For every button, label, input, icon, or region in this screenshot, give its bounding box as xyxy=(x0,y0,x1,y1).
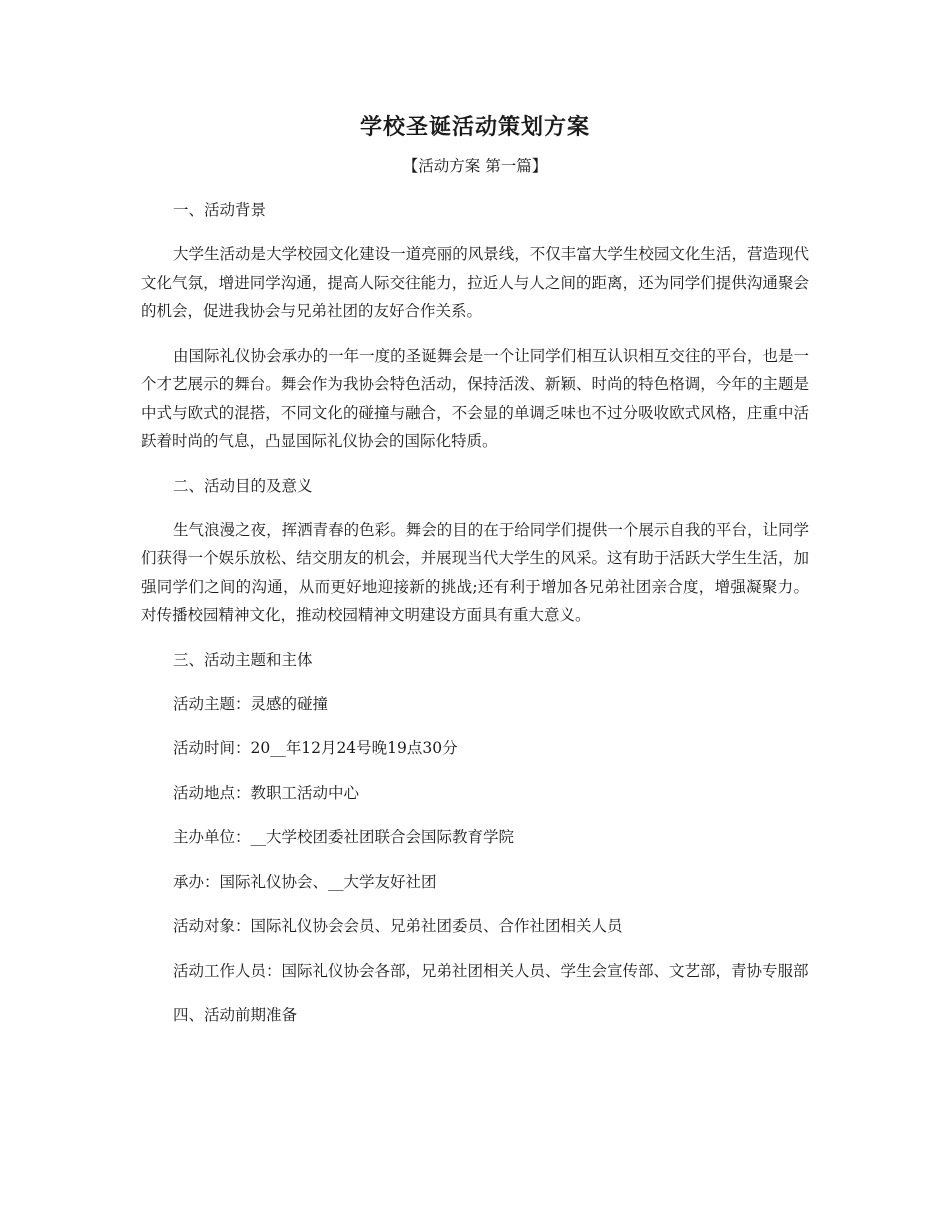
paragraph: 由国际礼仪协会承办的一年一度的圣诞舞会是一个让同学们相互认识相互交往的平台，也是一个才艺展示的舞台。舞会作为我协会特色活动，保持活泼、新颖、时尚的特色格调，今年的主题是中式与欧式的混搭，不同文化的碰撞与融合，不会显的单调乏味也不过分吸收欧式风格，庄重中活跃着时尚的气息，凸显国际礼仪协会的国际化特质。 xyxy=(141,346,809,450)
section-heading-theme: 三、活动主题和主体 xyxy=(173,650,313,669)
document-subtitle: 【活动方案 第一篇】 xyxy=(402,157,548,175)
list-item-host: 承办：国际礼仪协会、__大学友好社团 xyxy=(173,872,437,891)
list-item-organizer: 主办单位：__大学校团委社团联合会国际教育学院 xyxy=(173,828,515,846)
section-heading-background: 一、活动背景 xyxy=(173,201,267,219)
document-title: 学校圣诞活动策划方案 xyxy=(359,115,590,140)
list-item-time: 活动时间：20__年12月24号晚19点30分 xyxy=(173,739,458,757)
list-item-staff: 活动工作人员：国际礼仪协会各部，兄弟社团相关人员、学生会宣传部、文艺部，青协专服部 xyxy=(173,961,809,980)
list-item-location: 活动地点：教职工活动中心 xyxy=(173,783,360,802)
paragraph: 大学生活动是大学校园文化建设一道亮丽的风景线，不仅丰富大学生校园文化生活，营造现代文化气氛，增进同学沟通，提高人际交往能力，拉近人与人之间的距离，还为同学们提供沟通聚会的机会，促进我协会与兄弟社团的友好合作关系。 xyxy=(141,245,809,320)
document-body xyxy=(141,110,809,1045)
list-item-audience: 活动对象：国际礼仪协会会员、兄弟社团委员、合作社团相关人员 xyxy=(173,917,623,935)
list-item-theme: 活动主题：灵感的碰撞 xyxy=(173,694,329,713)
section-heading-preparation: 四、活动前期准备 xyxy=(173,1006,298,1024)
paragraph: 生气浪漫之夜，挥洒青春的色彩。舞会的目的在于给同学们提供一个展示自我的平台，让同学们获得一个娱乐放松、结交朋友的机会，并展现当代大学生的风采。这有助于活跃大学生生活，加强同学们之间的沟通，从而更好地迎接新的挑战;还有利于增加各兄弟社团亲合度，增强凝聚力。对传播校园精神文化，推动校园精神文明建设方面具有重大意义。 xyxy=(141,520,809,624)
section-heading-purpose: 二、活动目的及意义 xyxy=(173,476,313,495)
